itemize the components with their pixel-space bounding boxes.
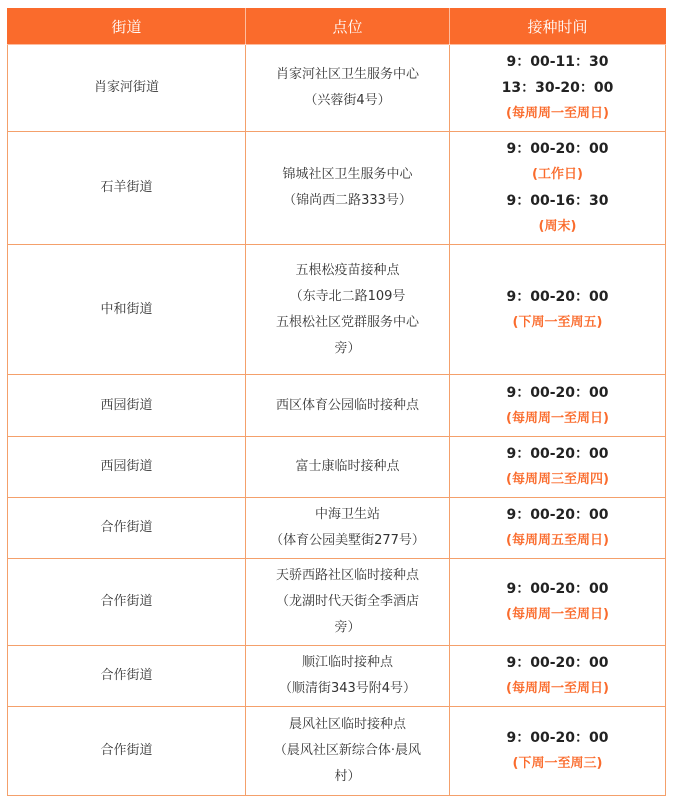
- days-note: (下周一至周五): [512, 314, 603, 330]
- hours-text: 9：00-20：00: [506, 384, 609, 401]
- hours-text: 9：00-20：00: [506, 730, 609, 746]
- schedule-cell: [450, 498, 666, 559]
- site-line: 中海卫生站: [314, 507, 380, 522]
- schedule-cell: [450, 245, 666, 375]
- hours-text: 9：00-20：00: [506, 446, 609, 462]
- site-line: 五根松疫苗接种点: [295, 262, 400, 278]
- street-cell: 合作街道: [8, 646, 246, 707]
- site-line: （顺清街343号附4号）: [278, 681, 417, 696]
- site-line: 旁）: [334, 340, 361, 356]
- site-cell: [246, 498, 450, 559]
- site-cell: [246, 45, 450, 132]
- vaccination-sites-table-container: [7, 8, 665, 796]
- days-note: (每周周五至周日): [506, 533, 609, 548]
- table-row: [8, 45, 666, 132]
- street-cell: 中和街道: [8, 245, 246, 375]
- site-line: 五根松社区党群服务中心: [275, 314, 419, 330]
- site-line: 晨风社区临时接种点: [288, 717, 406, 732]
- site-line: （晨风社区新综合体·晨风: [273, 743, 422, 758]
- hours-text: 9：00-20：00: [506, 581, 609, 597]
- header-time: 接种时间: [450, 9, 666, 45]
- hours-text: 9：00-20：00: [506, 507, 609, 523]
- site-line: （体育公园美墅街277号）: [270, 533, 425, 548]
- table-row: [8, 245, 666, 375]
- site-line: 顺江临时接种点: [301, 655, 393, 670]
- table-body: [8, 45, 666, 796]
- hours-text: 13：30-20：00: [501, 80, 614, 96]
- days-note: (周末): [538, 219, 577, 234]
- table-row: [8, 707, 666, 796]
- table-row: [8, 646, 666, 707]
- hours-text: 9：00-16：30: [506, 193, 609, 209]
- header-site: 点位: [246, 9, 450, 45]
- site-line: 肖家河社区卫生服务中心: [275, 67, 419, 82]
- site-line: 富士康临时接种点: [295, 459, 400, 474]
- header-row: [8, 9, 666, 45]
- table-row: [8, 132, 666, 245]
- table-header: [8, 9, 666, 45]
- street-cell: 合作街道: [8, 707, 246, 796]
- days-note: (下周一至周三): [512, 756, 603, 771]
- hours-text: 9：00-20：00: [506, 655, 609, 671]
- site-cell: [246, 559, 450, 646]
- days-note: (每周周一至周日): [506, 607, 609, 622]
- schedule-cell: [450, 132, 666, 245]
- site-line: 西区体育公园临时接种点: [275, 397, 419, 413]
- days-note: (每周周一至周日): [506, 106, 609, 121]
- site-line: （东寺北二路109号: [289, 288, 406, 304]
- site-line: 村）: [334, 769, 361, 784]
- site-line: 锦城社区卫生服务中心: [282, 167, 413, 182]
- street-cell: 合作街道: [8, 559, 246, 646]
- table-row: [8, 375, 666, 437]
- schedule-cell: [450, 707, 666, 796]
- site-cell: [246, 132, 450, 245]
- street-cell: 西园街道: [8, 437, 246, 498]
- schedule-cell: [450, 559, 666, 646]
- site-line: （兴蓉街4号）: [304, 93, 391, 108]
- table-row: [8, 559, 666, 646]
- table-row: [8, 437, 666, 498]
- site-line: 天骄西路社区临时接种点: [275, 568, 419, 583]
- schedule-cell: [450, 45, 666, 132]
- site-line: （龙湖时代天街全季酒店: [275, 594, 419, 609]
- vaccination-sites-table: [7, 8, 666, 796]
- site-cell: [246, 375, 450, 437]
- days-note: (每周周一至周日): [506, 410, 609, 426]
- hours-text: 9：00-11：30: [506, 54, 609, 70]
- schedule-cell: [450, 646, 666, 707]
- site-cell: [246, 245, 450, 375]
- table-row: [8, 498, 666, 559]
- street-cell: 合作街道: [8, 498, 246, 559]
- street-cell: 西园街道: [8, 375, 246, 437]
- site-line: 旁）: [334, 620, 361, 635]
- schedule-cell: [450, 375, 666, 437]
- days-note: (每周周三至周四): [506, 472, 609, 487]
- days-note: (工作日): [532, 167, 583, 182]
- hours-text: 9：00-20：00: [506, 141, 609, 157]
- site-cell: [246, 707, 450, 796]
- site-cell: [246, 437, 450, 498]
- hours-text: 9：00-20：00: [506, 288, 609, 305]
- site-cell: [246, 646, 450, 707]
- street-cell: 石羊街道: [8, 132, 246, 245]
- site-line: （锦尚西二路333号）: [283, 193, 412, 208]
- schedule-cell: [450, 437, 666, 498]
- street-cell: 肖家河街道: [8, 45, 246, 132]
- header-street: 街道: [8, 9, 246, 45]
- days-note: (每周周一至周日): [506, 681, 609, 696]
